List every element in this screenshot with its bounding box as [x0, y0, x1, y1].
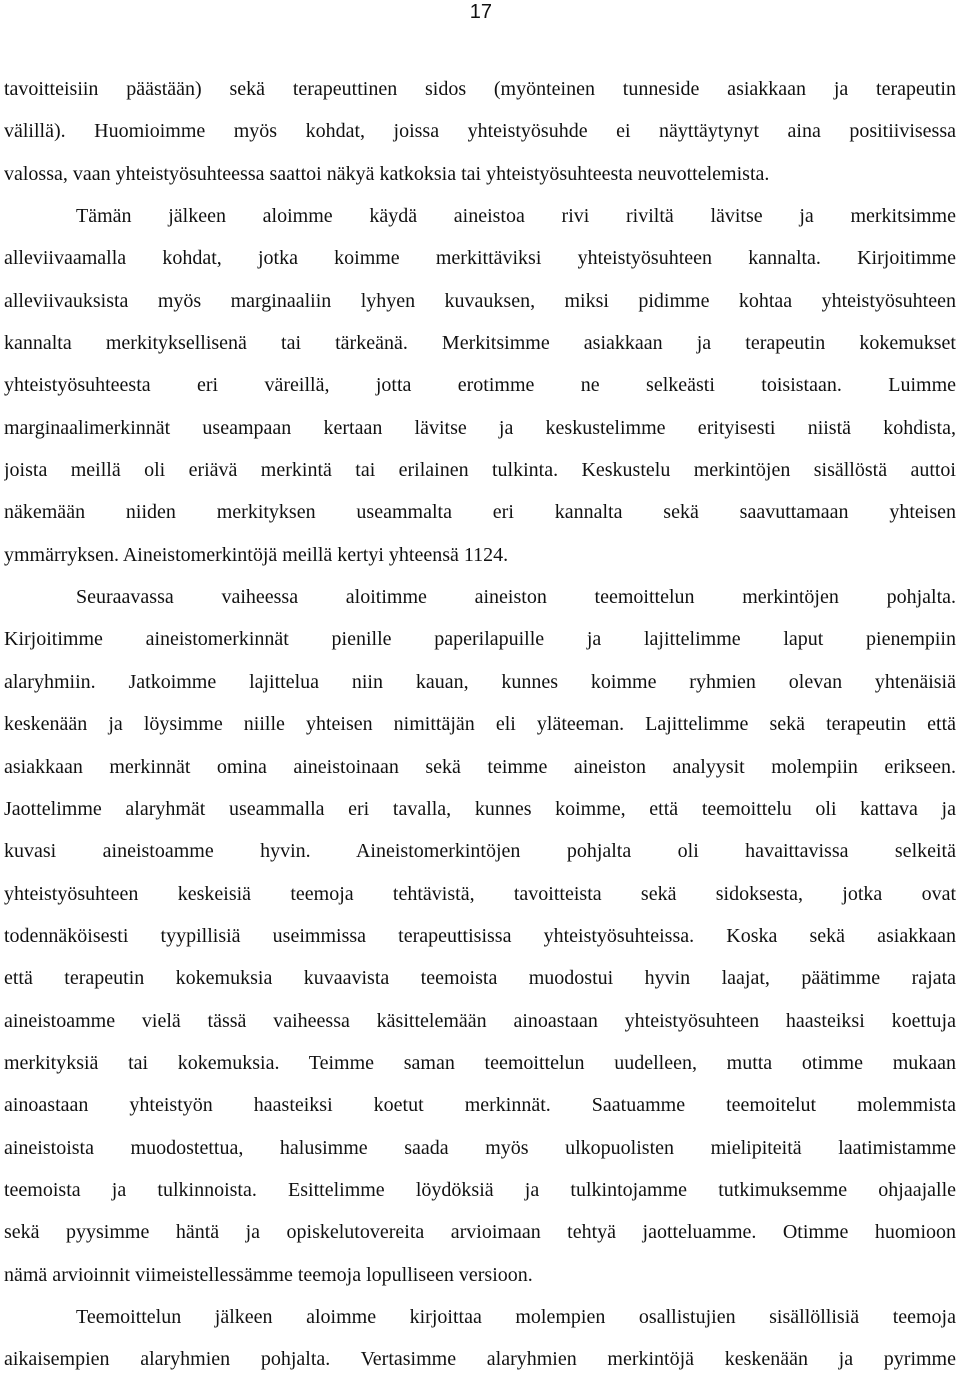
text-line: nämä arvioinnit viimeistellessämme teemoja lopulliseen versioon. — [4, 1263, 533, 1286]
text-line: merkityksiä tai kokemuksia. Teimme saman teemoittelun uudelleen, mutta otimme mukaan — [4, 1051, 956, 1074]
text-line: alleviivaamalla kohdat, jotka koimme merkittäviksi yhteistyösuhteen kannalta. Kirjoitimme — [4, 247, 956, 270]
text-line: tavoitteisiin päästään) sekä terapeuttinen sidos (myönteinen tunneside asiakkaan ja terapeutin — [4, 78, 956, 100]
text-line: ainoastaan yhteistyön haasteiksi koetut merkinnät. Saatuamme teemoitelut molemmista — [4, 1094, 956, 1117]
text-line: todennäköisesti tyypillisiä useimmissa terapeuttisissa yhteistyösuhteissa. Koska sekä asiakkaan — [4, 924, 956, 947]
text-line: Teemoittelun jälkeen aloimme kirjoittaa molempien osallistujien sisällöllisiä teemoja — [76, 1305, 956, 1328]
text-line: näkemään niiden merkityksen useammalta eri kannalta sekä saavuttamaan yhteisen — [4, 501, 956, 524]
text-line: Seuraavassa vaiheessa aloitimme aineiston teemoittelun merkintöjen pohjalta. — [76, 586, 956, 609]
text-line: kannalta merkityksellisenä tai tärkeänä. Merkitsimme asiakkaan ja terapeutin kokemukset — [4, 332, 956, 355]
text-line: alleviivauksista myös marginaaliin lyhyen kuvauksen, miksi pidimme kohtaa yhteistyösuhteen — [4, 289, 956, 312]
text-line: välillä). Huomioimme myös kohdat, joissa yhteistyösuhde ei näyttäytynyt aina positiivisessa — [4, 120, 956, 143]
text-line: sekä pyysimme häntä ja opiskelutovereita arvioimaan tehtyä jaotteluamme. Otimme huomioon — [4, 1221, 956, 1244]
text-line: Kirjoitimme aineistomerkinnät pienille paperilapuille ja lajittelimme laput pienempiin — [4, 628, 956, 651]
body-text — [4, 68, 956, 1381]
text-line: valossa, vaan yhteistyösuhteessa saattoi näkyä katkoksia tai yhteistyösuhteesta neuvottelemista. — [4, 162, 770, 185]
text-line: marginaalimerkinnät useampaan kertaan lävitse ja keskustelimme erityisesti niistä kohdista, — [4, 416, 956, 439]
text-line: Jaottelimme alaryhmät useammalla eri tavalla, kunnes koimme, että teemoittelu oli kattava ja — [4, 797, 956, 820]
text-line: kuvasi aineistoamme hyvin. Aineistomerkintöjen pohjalta oli havaittavissa selkeitä — [4, 840, 956, 863]
page-number: 17 — [469, 1, 492, 23]
text-line: teemoista ja tulkinnoista. Esittelimme löydöksiä ja tulkintojamme tutkimuksemme ohjaajalle — [4, 1178, 956, 1201]
text-line: ymmärryksen. Aineistomerkintöjä meillä kertyi yhteensä 1124. — [4, 543, 509, 566]
text-line: aikaisempien alaryhmien pohjalta. Vertasimme alaryhmien merkintöjä keskenään ja pyrimme — [4, 1348, 956, 1371]
text-line: yhteistyösuhteen keskeisiä teemoja tehtävistä, tavoitteista sekä sidoksesta, jotka ovat — [4, 882, 956, 905]
text-line: keskenään ja löysimme niille yhteisen nimittäjän eli yläteeman. Lajittelimme sekä terapeutin että — [4, 713, 956, 736]
text-line: Tämän jälkeen aloimme käydä aineistoa rivi riviltä lävitse ja merkitsimme — [76, 205, 956, 228]
text-line: alaryhmiin. Jatkoimme lajittelua niin kauan, kunnes koimme ryhmien olevan yhtenäisiä — [4, 670, 956, 693]
text-line: asiakkaan merkinnät omina aineistoinaan sekä teimme aineiston analyysit molempiin erikseen. — [4, 755, 956, 778]
text-line: että terapeutin kokemuksia kuvaavista teemoista muodostui hyvin laajat, päätimme rajata — [4, 967, 956, 990]
text-line: joista meillä oli eriävä merkintä tai erilainen tulkinta. Keskustelu merkintöjen sisällöstä auttoi — [4, 459, 956, 482]
text-line: aineistoista muodostettua, halusimme saada myös ulkopuolisten mielipiteitä laatimistamme — [4, 1136, 956, 1159]
text-line: aineistoamme vielä tässä vaiheessa käsittelemään ainoastaan yhteistyösuhteen haasteiksi koettuja — [4, 1009, 956, 1032]
text-line: yhteistyösuhteesta eri väreillä, jotta erotimme ne selkeästi toisistaan. Luimme — [4, 374, 956, 397]
